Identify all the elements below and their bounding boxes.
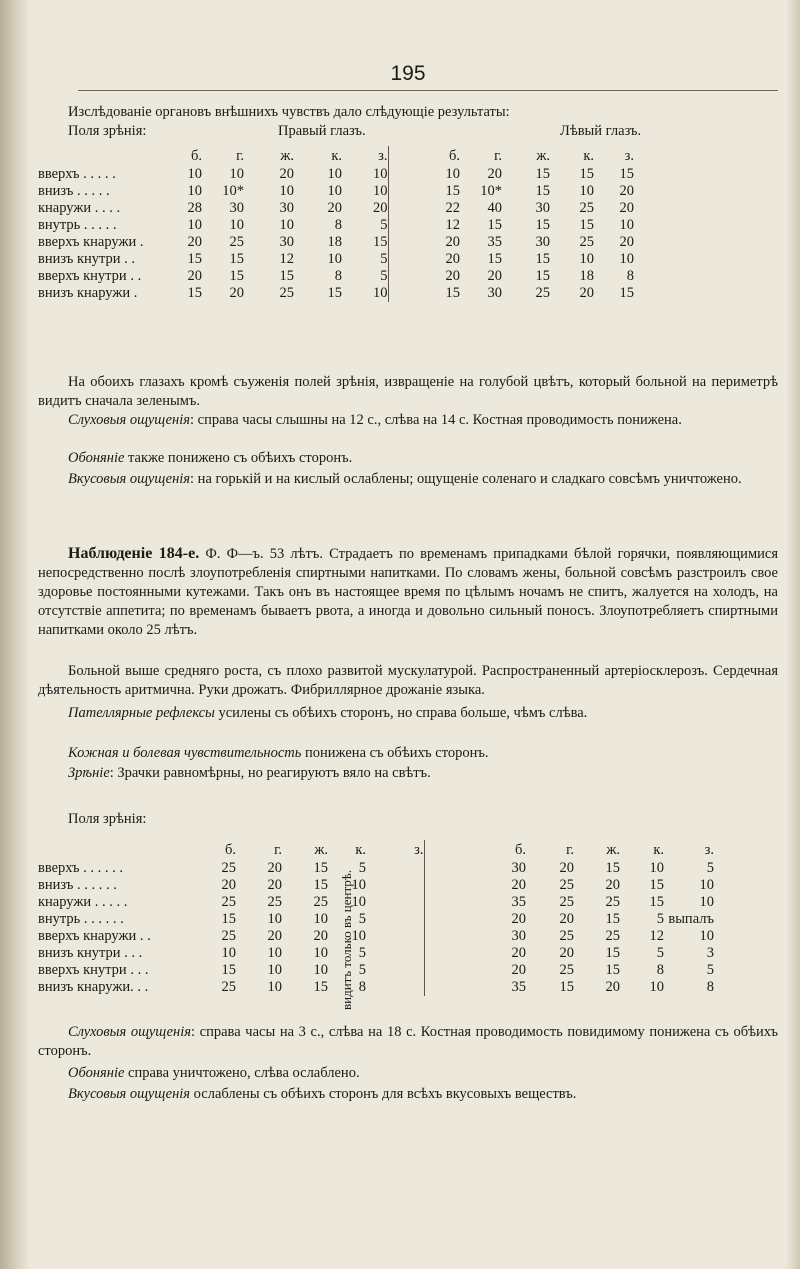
- table-cell: 10: [229, 217, 244, 233]
- table-cell: 12: [279, 251, 294, 267]
- table-cell: 8: [358, 979, 366, 995]
- table-cell: 30: [279, 200, 294, 216]
- eye-separator: [388, 200, 416, 217]
- table-cell: 30: [487, 285, 502, 301]
- table-cell: 5: [380, 268, 388, 284]
- table-cell: 15: [221, 962, 236, 978]
- table-cell: 10: [279, 183, 294, 199]
- col-header: б.: [514, 842, 526, 858]
- table-cell: 15: [579, 217, 594, 233]
- table-row: [38, 183, 634, 200]
- hearing-label: Слуховыя ощущенiя: [68, 1024, 192, 1040]
- paragraph-smell-1: [38, 449, 778, 468]
- visual-field-table-1: [38, 146, 634, 302]
- table-cell: 15: [605, 860, 620, 876]
- table-cell: 10: [579, 183, 594, 199]
- col-header: к.: [653, 842, 664, 858]
- table-cell: 10: [351, 877, 366, 893]
- table-cell: 20: [187, 268, 202, 284]
- table-cell: 10: [619, 217, 634, 233]
- table-cell: 15: [535, 268, 550, 284]
- smell-text: также понижено съ обѣихъ сторонъ.: [124, 450, 353, 466]
- table-cell: вверхъ кнутри . . .: [38, 962, 149, 978]
- eye-separator: [388, 217, 416, 234]
- table-cell: 22: [445, 200, 460, 216]
- paragraph-reflexes: [38, 704, 778, 723]
- eye-separator: [424, 928, 478, 945]
- table-cell: [366, 928, 424, 945]
- smell-label: Обонянiе: [68, 450, 125, 466]
- table-cell: 20: [267, 860, 282, 876]
- table-cell: 20: [559, 945, 574, 961]
- table-cell: вверхъ кнутри . .: [38, 268, 142, 284]
- table-cell: 25: [579, 234, 594, 250]
- col-header: б.: [190, 148, 202, 164]
- table-cell: 10: [267, 962, 282, 978]
- col-header: з.: [378, 148, 388, 164]
- table-cell: 10: [699, 928, 714, 944]
- table-cell: 15: [605, 945, 620, 961]
- table-cell: 10: [351, 894, 366, 910]
- table-cell: 10: [445, 166, 460, 182]
- table-cell: 15: [313, 877, 328, 893]
- eye-separator: [424, 877, 478, 894]
- table-cell: кнаружи . . . . .: [38, 894, 128, 910]
- col-header: г.: [566, 842, 574, 858]
- table-cell: 35: [511, 894, 526, 910]
- table-cell: 20: [279, 166, 294, 182]
- col-header: г.: [236, 148, 244, 164]
- table-row: [38, 894, 714, 911]
- table-cell: 15: [445, 285, 460, 301]
- table1-header-row: [38, 146, 634, 166]
- table-cell: вверхъ . . . . . .: [38, 860, 123, 876]
- table-cell: 10: [619, 251, 634, 267]
- table-cell: 30: [511, 928, 526, 944]
- eye-separator: [424, 911, 478, 928]
- table-cell: 20: [619, 183, 634, 199]
- table-cell: 15: [559, 979, 574, 995]
- table-cell: 20: [605, 979, 620, 995]
- table-row: [38, 928, 714, 945]
- table-cell: 20: [267, 928, 282, 944]
- table-cell: 15: [229, 268, 244, 284]
- reflexes-text: усилены съ обѣихъ сторонъ, но справа больше, чѣмъ слѣва.: [214, 705, 588, 721]
- table-cell: 10: [313, 911, 328, 927]
- eye-separator: [388, 285, 416, 302]
- vertical-note: видитъ только въ центрѣ.: [339, 869, 354, 1010]
- table-cell: 20: [445, 251, 460, 267]
- col-header: к.: [355, 842, 366, 858]
- table-cell: 28: [187, 200, 202, 216]
- table-cell: 20: [267, 877, 282, 893]
- observation-text: Ф. Ф—ъ. 53 лѣтъ. Страдаетъ по временамъ припадками бѣлой горячки, появляющимися непосредственно послѣ злоупотребленiя спиртными напитками. По словамъ жены, больной совсѣмъ разстроилъ свое здоровье постоянными кутежами. Такъ онъ въ настоящее время по цѣлымъ ночамъ не спитъ, жалуется на холодъ, на отсутствiе аппетита; по временамъ бываетъ рвота, а иногда и довольно сильный поносъ. Злоупотребляетъ спиртными напитками около 25 лѣтъ.: [38, 546, 778, 638]
- table-cell: 18: [327, 234, 342, 250]
- eye-separator: [424, 979, 478, 996]
- table-cell: 10: [373, 183, 388, 199]
- eye-separator: [424, 860, 478, 877]
- table-cell: 10: [327, 251, 342, 267]
- table-cell: 25: [221, 979, 236, 995]
- table-cell: [366, 962, 424, 979]
- table-row: [38, 200, 634, 217]
- table-cell: 35: [511, 979, 526, 995]
- table-cell: 30: [279, 234, 294, 250]
- eye-separator: [388, 234, 416, 251]
- table-cell: 20: [579, 285, 594, 301]
- smell-label: Обонянiе: [68, 1065, 125, 1081]
- table-cell: 30: [229, 200, 244, 216]
- table-row: [38, 285, 634, 302]
- table-cell: внизъ кнутри . .: [38, 251, 136, 267]
- taste-label: Вкусовыя ощущенiя: [68, 471, 191, 487]
- table-cell: 25: [279, 285, 294, 301]
- paragraph-sensitivity: [38, 744, 778, 763]
- table-cell: 3: [706, 945, 714, 961]
- table-cell: 5: [656, 945, 664, 961]
- taste-text: ослаблены съ обѣихъ сторонъ для всѣхъ вкусовыхъ веществъ.: [190, 1086, 577, 1102]
- table-cell: 15: [187, 251, 202, 267]
- table-cell: 15: [487, 251, 502, 267]
- table-cell: 15: [487, 217, 502, 233]
- table-cell: 15: [605, 911, 620, 927]
- col-header: б.: [224, 842, 236, 858]
- table-cell: 10: [267, 911, 282, 927]
- table-cell: 5: [380, 251, 388, 267]
- table-cell: 10: [313, 945, 328, 961]
- vision-text: : Зрачки равномѣрны, но реагируютъ вяло на свѣтъ.: [109, 765, 431, 781]
- intro-line: Изслѣдованiе органовъ внѣшнихъ чувствъ дало слѣдующiе результаты:: [68, 104, 510, 120]
- table-cell: 20: [619, 200, 634, 216]
- table-cell: 20: [605, 877, 620, 893]
- hearing-label: Слуховыя ощущенiя: [68, 412, 190, 428]
- table-cell: 10: [187, 166, 202, 182]
- table2-header-row: [38, 840, 714, 860]
- table-cell: 18: [579, 268, 594, 284]
- table-cell: 25: [221, 894, 236, 910]
- observation-paragraph: [38, 544, 778, 640]
- table-cell: 10: [267, 979, 282, 995]
- table-cell: 15: [649, 877, 664, 893]
- table-cell: внизъ кнаружи .: [38, 285, 138, 301]
- table-cell: 5: [358, 860, 366, 876]
- visual-field-table-2: [38, 840, 714, 996]
- paragraph-status: Больной выше средняго роста, съ плохо развитой мускулатурой. Распространенный артерiосклерозъ. Сердечная дѣятельность аритмична. Руки дрожатъ. Фибриллярное дрожанiе языка.: [38, 663, 778, 698]
- table-cell: 15: [605, 962, 620, 978]
- table-row: [38, 268, 634, 285]
- table-row: [38, 877, 714, 894]
- table-cell: 15: [535, 251, 550, 267]
- col-header: ж.: [314, 842, 328, 858]
- table-cell: 10: [373, 285, 388, 301]
- col-header: к.: [331, 148, 342, 164]
- table-cell: 20: [559, 911, 574, 927]
- col-header: з.: [704, 842, 714, 858]
- paragraph-field-note: На обоихъ глазахъ кромѣ съуженiя полей зрѣнiя, извращенiе на голубой цвѣтъ, который больной на периметрѣ видитъ сначала зеленымъ.: [38, 374, 778, 409]
- table-cell: 5: [706, 860, 714, 876]
- table-cell: 30: [511, 860, 526, 876]
- table-cell: 10: [579, 251, 594, 267]
- table-row: [38, 979, 714, 996]
- table-cell: 5: [358, 911, 366, 927]
- table-cell: 20: [511, 877, 526, 893]
- table-cell: 15: [649, 894, 664, 910]
- page-number: 195: [390, 62, 426, 85]
- eye-separator: [424, 962, 478, 979]
- table-cell: внизъ . . . . .: [38, 183, 110, 199]
- table-cell: 35: [487, 234, 502, 250]
- col-header: г.: [274, 842, 282, 858]
- col-header: г.: [494, 148, 502, 164]
- table-cell: 20: [373, 200, 388, 216]
- table-cell: 15: [535, 183, 550, 199]
- table-cell: 25: [221, 928, 236, 944]
- table-cell: 10: [649, 860, 664, 876]
- table-cell: 20: [229, 285, 244, 301]
- table-cell: [366, 945, 424, 962]
- table-cell: 8: [706, 979, 714, 995]
- table-cell: 20: [511, 945, 526, 961]
- page-edge-left: [0, 0, 30, 1269]
- table-cell: 25: [229, 234, 244, 250]
- table-cell: 15: [279, 268, 294, 284]
- table-cell: 15: [619, 285, 634, 301]
- table-cell: внизъ . . . . . .: [38, 877, 117, 893]
- hearing-text: : справа часы слышны на 12 с., слѣва на 14 с. Костная проводимость понижена.: [190, 412, 682, 428]
- table-row: [38, 217, 634, 234]
- table-cell: 10: [187, 217, 202, 233]
- table-cell: 10*: [222, 183, 244, 199]
- col-header: б.: [448, 148, 460, 164]
- table-cell: вверхъ кнаружи . .: [38, 928, 151, 944]
- table-cell: внизъ кнутри . . .: [38, 945, 143, 961]
- table-cell: вверхъ . . . . .: [38, 166, 116, 182]
- smell-text: справа уничтожено, слѣва ослаблено.: [124, 1065, 360, 1081]
- table-cell: 10: [279, 217, 294, 233]
- table-cell: 20: [511, 911, 526, 927]
- vision-label: Зрѣнiе: [68, 765, 110, 781]
- table-cell: 15: [619, 166, 634, 182]
- eye-separator: [388, 268, 416, 285]
- table-cell: выпалъ: [668, 911, 714, 927]
- table-cell: 25: [559, 962, 574, 978]
- table-cell: 12: [649, 928, 664, 944]
- table-row: [38, 911, 714, 928]
- sensitivity-label: Кожная и болевая чувствительность: [68, 745, 302, 761]
- table-cell: 25: [559, 877, 574, 893]
- table-cell: 25: [579, 200, 594, 216]
- table-row: [38, 860, 714, 877]
- paragraph-smell-2: [38, 1064, 778, 1083]
- table-cell: 10: [327, 183, 342, 199]
- table-cell: 5: [706, 962, 714, 978]
- table-cell: 20: [313, 928, 328, 944]
- table-cell: [366, 894, 424, 911]
- table-cell: 20: [511, 962, 526, 978]
- col-header: з.: [624, 148, 634, 164]
- col-header: к.: [583, 148, 594, 164]
- table-cell: 25: [221, 860, 236, 876]
- table-cell: 10: [267, 945, 282, 961]
- table-cell: 25: [605, 894, 620, 910]
- col-header: з.: [414, 842, 424, 858]
- table-cell: 10: [327, 166, 342, 182]
- table2-caption: Поля зрѣнiя:: [68, 811, 147, 827]
- table-cell: [366, 877, 424, 894]
- table-cell: 20: [327, 200, 342, 216]
- table-cell: 10: [313, 962, 328, 978]
- observation-title: Наблюденiе 184-е.: [68, 545, 200, 562]
- table-cell: 15: [313, 979, 328, 995]
- table-cell: 8: [626, 268, 634, 284]
- table-cell: внизъ кнаружи. . .: [38, 979, 149, 995]
- reflexes-label: Пателлярные рефлексы: [68, 705, 215, 721]
- table-cell: [366, 911, 424, 928]
- table-cell: 20: [221, 877, 236, 893]
- table-row: [38, 166, 634, 183]
- table-cell: 10: [351, 928, 366, 944]
- table-cell: 10: [221, 945, 236, 961]
- table-cell: 12: [445, 217, 460, 233]
- table-row: [38, 962, 714, 979]
- col-header: ж.: [606, 842, 620, 858]
- table1-caption: Поля зрѣнiя:: [68, 123, 147, 139]
- table-cell: 20: [559, 860, 574, 876]
- table-cell: [366, 979, 424, 996]
- table-cell: 15: [535, 166, 550, 182]
- taste-text: : на горькiй и на кислый ослаблены; ощущенiе соленаго и сладкаго совсѣмъ уничтожено.: [190, 471, 742, 487]
- taste-label: Вкусовыя ощущенiя: [68, 1086, 191, 1102]
- table-cell: 5: [380, 217, 388, 233]
- table-cell: 15: [229, 251, 244, 267]
- table-cell: 25: [605, 928, 620, 944]
- col-header: ж.: [536, 148, 550, 164]
- eye-separator: [424, 945, 478, 962]
- table-cell: 15: [221, 911, 236, 927]
- table-cell: 25: [559, 928, 574, 944]
- paragraph-taste-2: [38, 1085, 778, 1104]
- eye-separator: [424, 894, 478, 911]
- table-cell: 25: [267, 894, 282, 910]
- table-cell: внутрь . . . . .: [38, 217, 117, 233]
- table-cell: 15: [445, 183, 460, 199]
- table-cell: 5: [358, 945, 366, 961]
- table-cell: кнаружи . . . .: [38, 200, 121, 216]
- paragraph-taste-1: [38, 470, 778, 489]
- table-cell: 20: [187, 234, 202, 250]
- table-cell: 30: [535, 200, 550, 216]
- table-cell: 8: [334, 217, 342, 233]
- table-cell: [366, 860, 424, 877]
- hearing-text: : справа часы на 3 с., слѣва на 18 с. Костная проводимость повидимому понижена съ обѣихъ сторонъ.: [38, 1024, 779, 1059]
- table-row: [38, 251, 634, 268]
- eye-separator: [388, 183, 416, 200]
- table-cell: 10: [187, 183, 202, 199]
- table-cell: 15: [373, 234, 388, 250]
- table-cell: 25: [313, 894, 328, 910]
- table-cell: 10: [649, 979, 664, 995]
- table-cell: 15: [187, 285, 202, 301]
- paragraph-vision: [38, 764, 778, 783]
- table-cell: вверхъ кнаружи .: [38, 234, 144, 250]
- table1-right-eye: Правый глазъ.: [278, 123, 366, 139]
- table-cell: 10: [229, 166, 244, 182]
- table-cell: 5: [358, 962, 366, 978]
- table-cell: внутрь . . . . . .: [38, 911, 124, 927]
- table-cell: 15: [535, 217, 550, 233]
- table-cell: 8: [334, 268, 342, 284]
- table-cell: 25: [559, 894, 574, 910]
- table-cell: 15: [313, 860, 328, 876]
- header-rule: [78, 90, 778, 91]
- table-cell: 15: [579, 166, 594, 182]
- table-cell: 20: [487, 268, 502, 284]
- table-cell: 20: [619, 234, 634, 250]
- table-cell: 20: [445, 268, 460, 284]
- table-cell: 5: [656, 911, 664, 927]
- table-row: [38, 945, 714, 962]
- table-cell: 15: [327, 285, 342, 301]
- col-header: ж.: [280, 148, 294, 164]
- table1-left-eye: Лѣвый глазъ.: [560, 123, 642, 139]
- table-cell: 40: [487, 200, 502, 216]
- eye-separator: [388, 251, 416, 268]
- table-cell: 10*: [480, 183, 502, 199]
- page-edge-right: [786, 0, 800, 1269]
- table-cell: 20: [487, 166, 502, 182]
- table-cell: 8: [656, 962, 664, 978]
- table-cell: 10: [373, 166, 388, 182]
- table-cell: 10: [699, 894, 714, 910]
- sensitivity-text: понижена съ обѣихъ сторонъ.: [301, 745, 489, 761]
- paragraph-hearing-2: [38, 1023, 778, 1061]
- table-cell: 20: [445, 234, 460, 250]
- table-cell: 25: [535, 285, 550, 301]
- table-row: [38, 234, 634, 251]
- table-cell: 10: [699, 877, 714, 893]
- eye-separator: [388, 166, 416, 183]
- paragraph-hearing-1: [38, 411, 778, 430]
- table-cell: 30: [535, 234, 550, 250]
